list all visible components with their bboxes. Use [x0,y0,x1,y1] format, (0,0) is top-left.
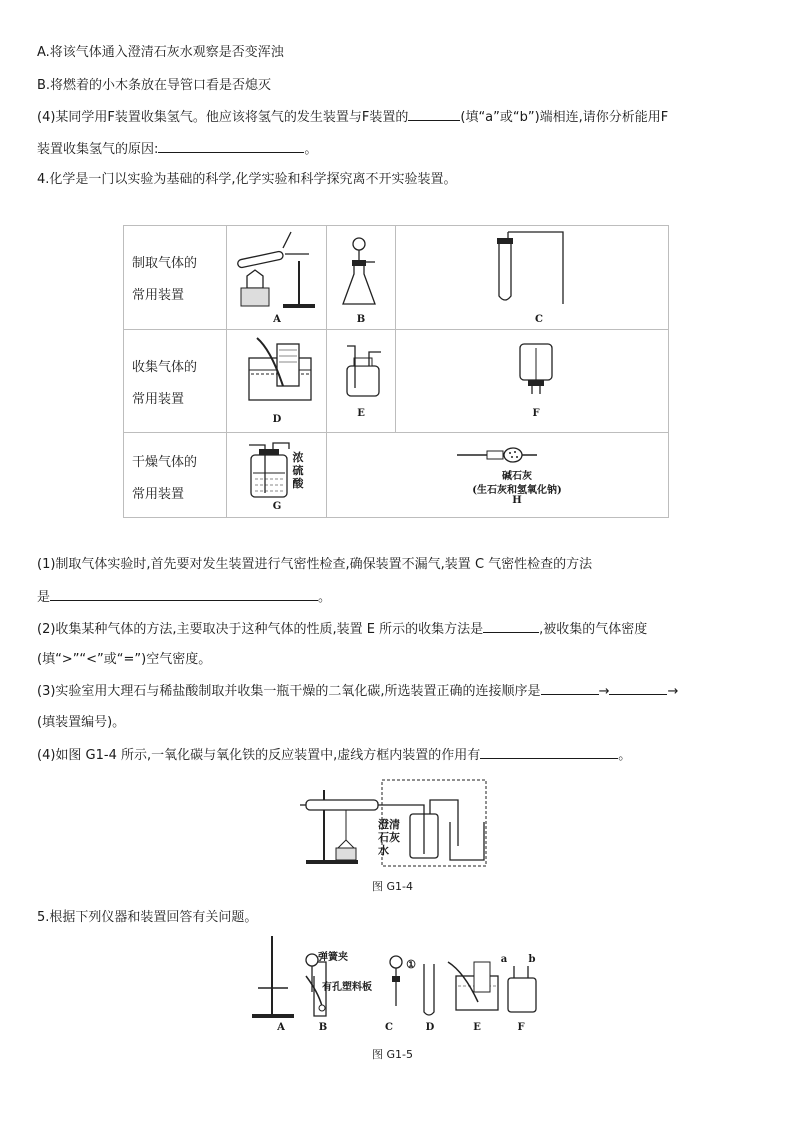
q3-part4-line1: (4)某同学用F装置收集氢气。他应该将氢气的发生装置与F装置的 (填“a”或“b”)端相连,请你分析能用F [37,110,669,125]
fig-g1-4-label: 澄清 石灰 水 [378,818,400,857]
caption-c: C [535,314,543,325]
q3-part4-line2: 装置收集氢气的原因: 。 [37,142,318,157]
cell-b [327,226,396,330]
answer-blank[interactable] [609,682,667,695]
q4-part3-line1: (3)实验室用大理石与稀盐酸制取并收集一瓶干燥的二氧化碳,所选装置正确的连接顺序是 → → [37,684,679,699]
figure-g1-5 [252,932,552,1022]
answer-blank[interactable] [480,746,618,759]
cell-g [227,433,327,518]
option-a: A.将该气体通入澄清石灰水观察是否变浑浊 [37,45,284,60]
row-label-cell [124,433,227,518]
row-label-line1: 制取气体的 [132,256,198,271]
caption-5d: D [425,1022,435,1033]
caption-f: F [532,408,540,419]
row-label-line2: 常用装置 [132,487,185,502]
answer-blank[interactable] [483,620,539,633]
answer-blank[interactable] [408,108,460,121]
row-label-cell [124,330,227,433]
q5-intro: 5.根据下列仪器和装置回答有关问题。 [37,910,258,925]
caption-5a: A [277,1022,285,1033]
cell-e [327,330,396,433]
cell-c [396,226,669,330]
caption-d: D [272,414,282,425]
label-a: a [500,954,508,965]
option-b: B.将燃着的小木条放在导管口看是否熄灭 [37,78,272,93]
fig-g1-5-caption: 图 G1-5 [372,1048,413,1061]
row-label-cell [124,226,227,330]
answer-blank[interactable] [158,140,304,153]
q4-part1-line1: (1)制取气体实验时,首先要对发生装置进行气密性检查,确保装置不漏气,装置 C 气密性检查的方法 [37,557,593,572]
row-label-line2: 常用装置 [132,392,185,407]
label-b: b [528,954,536,965]
q4-part3-line2: (填装置编号)。 [37,715,126,730]
answer-blank[interactable] [50,588,318,601]
q4-part4-line1: (4)如图 G1-4 所示,一氧化碳与氧化铁的反应装置中,虚线方框内装置的作用有 。 [37,748,632,763]
row-label-line1: 收集气体的 [132,360,198,375]
row-label-line2: 常用装置 [132,288,185,303]
cell-a [227,226,327,330]
caption-e: E [357,408,365,419]
q4-part1-line2: 是 。 [37,590,332,605]
cell-d [227,330,327,433]
q4-part2-line2: (填“>”“<”或“=”)空气密度。 [37,652,212,667]
caption-b: B [356,314,366,325]
cell-h [327,433,669,518]
cell-f [396,330,669,433]
plate-label: 有孔塑料板 [322,982,372,993]
fig-g1-4-caption: 图 G1-4 [372,880,413,893]
caption-5f: F [517,1022,525,1033]
g-reagent-label: 浓 硫 酸 [292,451,304,490]
caption-5b: B [318,1022,328,1033]
caption-g: G [272,501,282,512]
answer-blank[interactable] [541,682,599,695]
caption-h: H [512,495,522,506]
caption-5c: C [385,1022,393,1033]
row-label-line1: 干燥气体的 [132,455,198,470]
caption-5e: E [473,1022,481,1033]
q4-intro: 4.化学是一门以实验为基础的科学,化学实验和科学探究离不开实验装置。 [37,172,457,187]
h-label-2: (生石灰和氢氧化钠) [472,485,562,496]
spring-clip-label: 弹簧夹 [318,952,348,963]
caption-a: A [273,314,281,325]
circle-one-label: ① [406,958,416,971]
apparatus-table [123,225,669,518]
q4-part2-line1: (2)收集某种气体的方法,主要取决于这种气体的性质,装置 E 所示的收集方法是 ,被收集的气体密度 [37,622,648,637]
h-label-1: 碱石灰 [502,471,532,482]
